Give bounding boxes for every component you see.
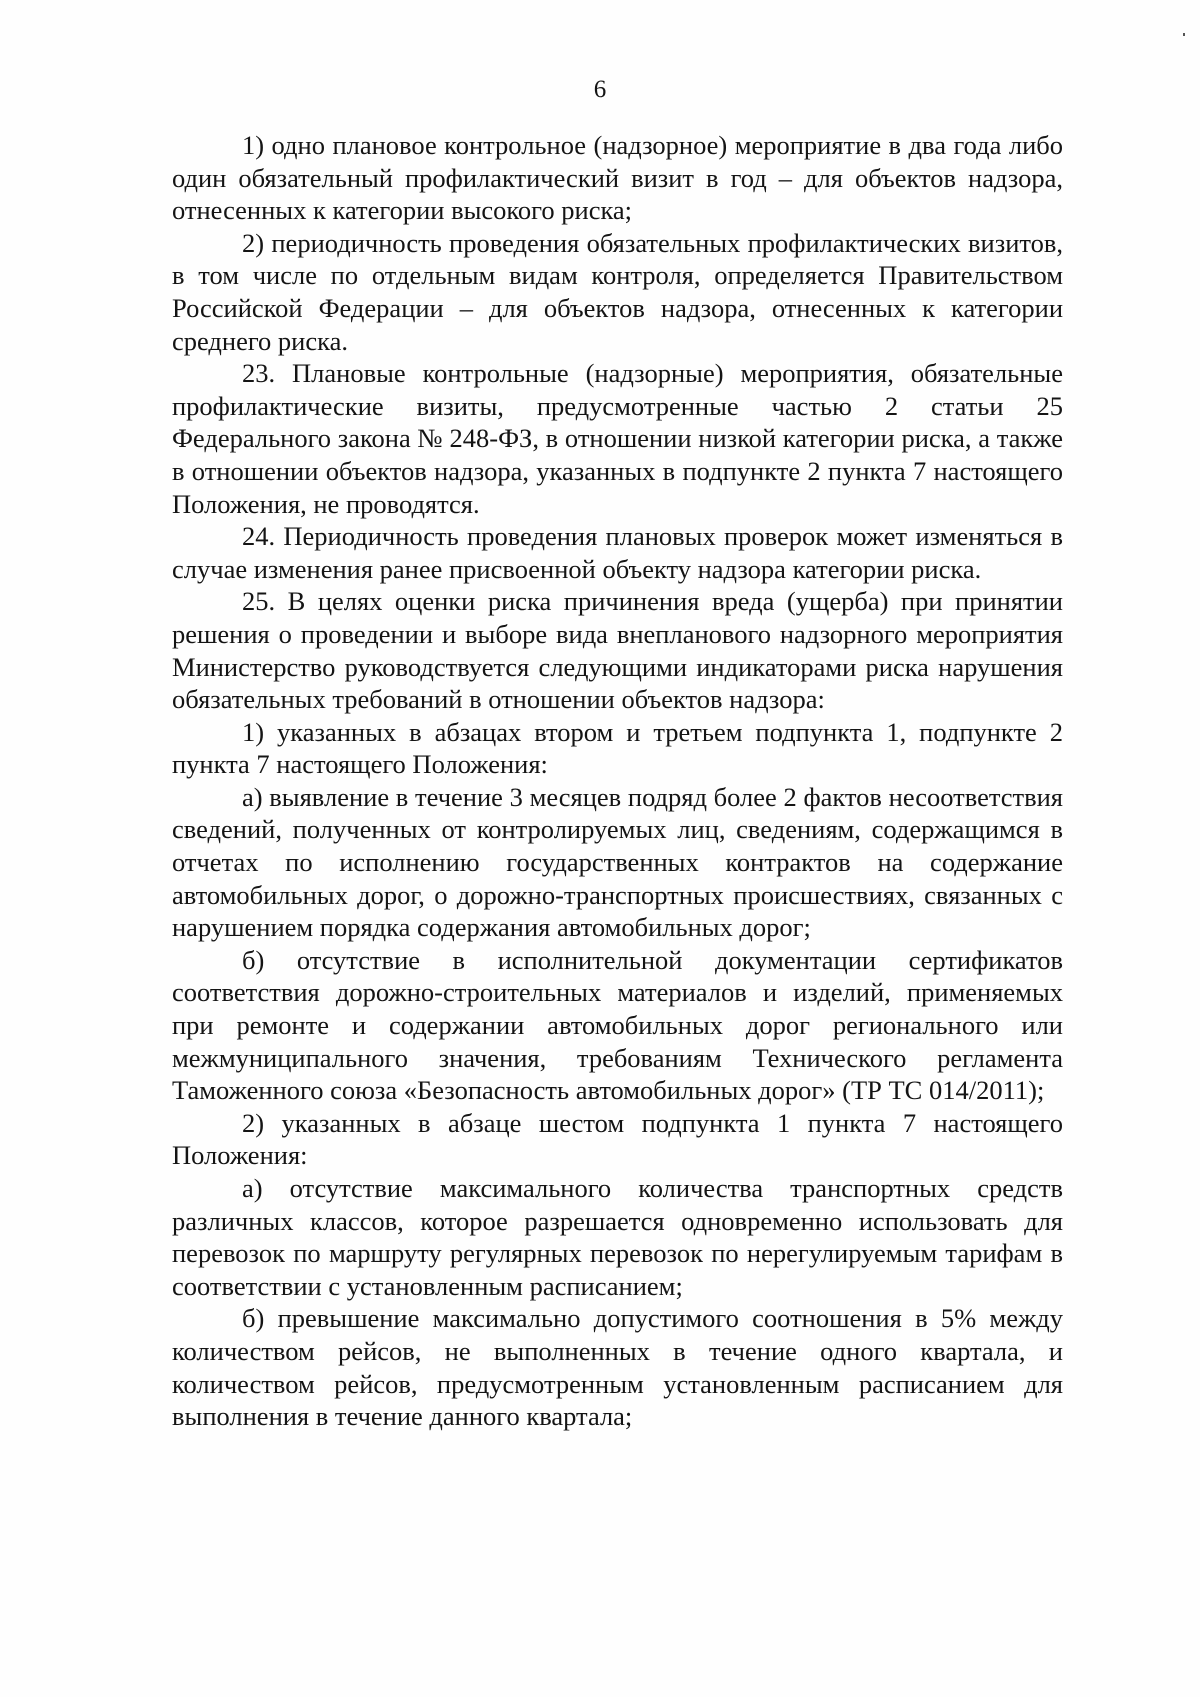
paragraph-item-25-subitem-1: 1) указанных в абзацах втором и третьем подпункта 1, подпункте 2 пункта 7 настоящего Положения:: [172, 716, 1063, 780]
paragraph-item-23: 23. Плановые контрольные (надзорные) мероприятия, обязательные профилактические визиты, предусмотренные частью 2 статьи 25 Федерального закона № 248-ФЗ, в отношении низкой категории риска, а также в отношении объектов надзора, указанных в подпункте 2 пункта 7 настоящего Положения, не проводятся.: [172, 358, 1063, 519]
paragraph-item-24: 24. Периодичность проведения плановых проверок может изменяться в случае изменения ранее присвоенной объекту надзора категории риска.: [172, 521, 1063, 584]
paragraph-item-25: 25. В целях оценки риска причинения вреда (ущерба) при принятии решения о проведении и выборе вида внепланового надзорного мероприятия Министерство руководствуется следующими индикаторами риска нарушения обязательных требований в отношении объектов надзора:: [172, 586, 1063, 715]
paragraph-item-25-subitem-1b: б) отсутствие в исполнительной документации сертификатов соответствия дорожно-строительных материалов и изделий, применяемых при ремонте и содержании автомобильных дорог регионального или межмуниципального значения, требованиям Технического регламента Таможенного союза «Безопасность автомобильных дорог» (ТР ТС 014/2011);: [172, 944, 1063, 1106]
document-body: [172, 129, 1063, 1433]
paragraph-item-25-subitem-2a: а) отсутствие максимального количества транспортных средств различных классов, которое разрешается одновременно использовать для перевозок по маршруту регулярных перевозок по нерегулируемым тарифам в соответствии с установленным расписанием;: [172, 1173, 1063, 1301]
page-number: 6: [593, 76, 607, 103]
paragraph-subitem-2-medium-risk: 2) периодичность проведения обязательных профилактических визитов, в том числе по отдельным видам контроля, определяется Правительством Российской Федерации – для объектов надзора, отнесенных к категории среднего риска.: [172, 227, 1063, 356]
scan-artifact: [1183, 33, 1185, 36]
paragraph-subitem-1-high-risk: 1) одно плановое контрольное (надзорное) мероприятие в два года либо один обязательный профилактический визит в год – для объектов надзора, отнесенных к категории высокого риска;: [172, 130, 1063, 226]
paragraph-item-25-subitem-1a: а) выявление в течение 3 месяцев подряд более 2 фактов несоответствия сведений, полученных от контролируемых лиц, сведениям, содержащимся в отчетах по исполнению государственных контрактов на содержание автомобильных дорог, о дорожно-транспортных происшествиях, связанных с нарушением порядка содержания автомобильных дорог;: [172, 781, 1063, 943]
paragraph-item-25-subitem-2b: б) превышение максимально допустимого соотношения в 5% между количеством рейсов, не выполненных в течение одного квартала, и количеством рейсов, предусмотренным установленным расписанием для выполнения в течение данного квартала;: [172, 1303, 1063, 1432]
paragraph-item-25-subitem-2: 2) указанных в абзаце шестом подпункта 1 пункта 7 настоящего Положения:: [172, 1107, 1063, 1171]
